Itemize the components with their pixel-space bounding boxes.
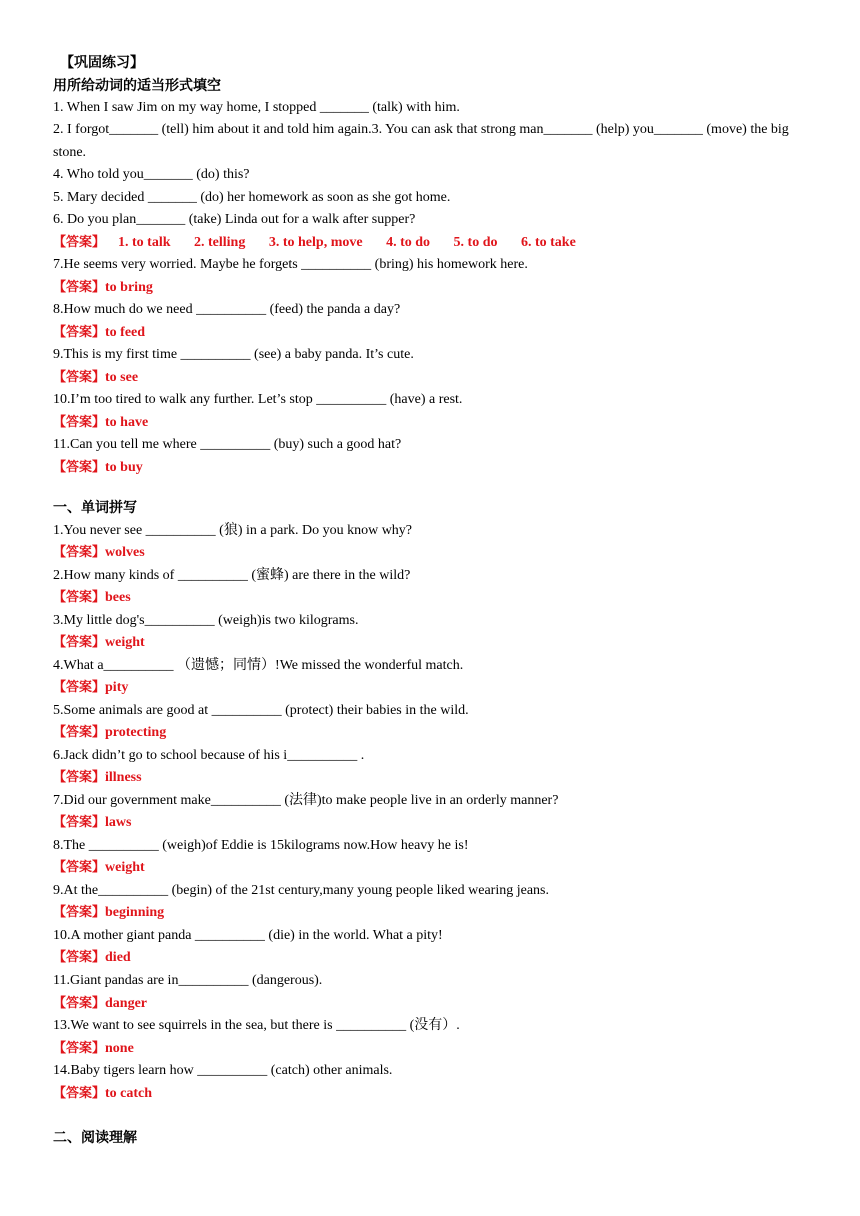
answer-text: laws — [105, 815, 132, 830]
answer-tag: 【答案】 — [53, 770, 106, 785]
answer-text: weight — [105, 635, 145, 650]
spelling-answer-6 — [53, 767, 820, 790]
question-7: 7.He seems very worried. Maybe he forgets __________ (bring) his homework here. — [53, 257, 528, 272]
answer-text: to catch — [105, 1086, 153, 1101]
spelling-answer-2 — [53, 587, 820, 610]
spelling-answer-9 — [53, 902, 820, 925]
spelling-question-9: 9.At the__________ (begin) of the 21st century,many young people liked wearing jeans. — [53, 883, 549, 898]
answer-tag: 【答案】 — [53, 680, 106, 695]
section-title-consolidate: 【巩固练习】 — [60, 55, 144, 71]
answer-tag: 【答案】 — [53, 996, 106, 1011]
answer-text: to buy — [105, 460, 143, 475]
answer-text: protecting — [105, 725, 167, 740]
answer-1: 1. to talk — [118, 235, 171, 250]
spelling-question-3: 3.My little dog's__________ (weigh)is two kilograms. — [53, 613, 359, 628]
spelling-question-10: 10.A mother giant panda __________ (die) in the world. What a pity! — [53, 928, 443, 943]
answer-tag: 【答案】 — [53, 460, 106, 475]
spelling-question-4: 4.What a__________ （遗憾；同情）!We missed the wonderful match. — [53, 658, 464, 673]
answer-text: to have — [105, 415, 149, 430]
answer-tag: 【答案】 — [53, 325, 106, 340]
spelling-question-5: 5.Some animals are good at __________ (protect) their babies in the wild. — [53, 703, 469, 718]
answer-tag: 【答案】 — [53, 415, 106, 430]
spelling-answer-8 — [53, 857, 820, 880]
spelling-answer-14 — [53, 1083, 820, 1106]
answer-text: none — [105, 1041, 134, 1056]
answer-tag: 【答案】 — [53, 725, 106, 740]
answer-6: 6. to take — [520, 235, 576, 250]
answer-tag: 【答案】 — [53, 815, 106, 830]
section-title-spelling: 一、单词拼写 — [53, 500, 137, 516]
section-title-reading: 二、阅读理解 — [53, 1130, 137, 1146]
spelling-answer-10 — [53, 947, 820, 970]
spelling-question-6: 6.Jack didn’t go to school because of his i__________ . — [53, 748, 365, 763]
question-2-3: 2. I forgot_______ (tell) him about it and told him again.3. You can ask that strong man_______ (help) you_______ (move) the big stone. — [53, 122, 789, 160]
answer-tag: 【答案】 — [53, 635, 106, 650]
answer-9 — [53, 367, 820, 390]
answer-4: 4. to do — [386, 235, 431, 250]
answer-text: illness — [105, 770, 142, 785]
answer-text: wolves — [105, 545, 145, 560]
question-8: 8.How much do we need __________ (feed) the panda a day? — [53, 302, 401, 317]
answer-text: to see — [105, 370, 139, 385]
answer-11 — [53, 457, 820, 480]
answer-7 — [53, 277, 820, 300]
answer-text: beginning — [105, 905, 165, 920]
spelling-answer-4 — [53, 677, 820, 700]
answer-text: died — [105, 950, 131, 965]
spelling-question-11: 11.Giant pandas are in__________ (dangerous). — [53, 973, 323, 988]
answers-1-6 — [53, 232, 820, 255]
answer-8 — [53, 322, 820, 345]
answer-tag: 【答案】 — [53, 235, 106, 250]
spelling-question-1: 1.You never see __________ (狼) in a park. Do you know why? — [53, 523, 413, 538]
answer-2: 2. telling — [194, 235, 246, 250]
answer-tag: 【答案】 — [53, 1041, 106, 1056]
spelling-question-7: 7.Did our government make__________ (法律)to make people live in an orderly manner? — [53, 793, 559, 808]
answer-tag: 【答案】 — [53, 860, 106, 875]
answer-text: bees — [105, 590, 131, 605]
answer-text: danger — [105, 996, 148, 1011]
question-9: 9.This is my first time __________ (see) a baby panda. It’s cute. — [53, 347, 414, 362]
spelling-answer-3 — [53, 632, 820, 655]
answer-text: weight — [105, 860, 145, 875]
answer-tag: 【答案】 — [53, 590, 106, 605]
answer-3: 3. to help, move — [268, 235, 363, 250]
spelling-answer-5 — [53, 722, 820, 745]
spelling-question-14: 14.Baby tigers learn how __________ (catch) other animals. — [53, 1063, 393, 1078]
answer-5: 5. to do — [453, 235, 498, 250]
question-10: 10.I’m too tired to walk any further. Let’s stop __________ (have) a rest. — [53, 392, 463, 407]
answer-tag: 【答案】 — [53, 1086, 106, 1101]
spelling-answer-7 — [53, 812, 820, 835]
question-6: 6. Do you plan_______ (take) Linda out for a walk after supper? — [53, 212, 416, 227]
spelling-question-8: 8.The __________ (weigh)of Eddie is 15kilograms now.How heavy he is! — [53, 838, 469, 853]
answer-text: to bring — [105, 280, 153, 295]
question-1: 1. When I saw Jim on my way home, I stopped _______ (talk) with him. — [53, 100, 460, 115]
answer-tag: 【答案】 — [53, 280, 106, 295]
answer-tag: 【答案】 — [53, 950, 106, 965]
spelling-question-13: 13.We want to see squirrels in the sea, but there is __________ (没有）. — [53, 1018, 460, 1033]
answer-10 — [53, 412, 820, 435]
spelling-question-2: 2.How many kinds of __________ (蜜蜂) are there in the wild? — [53, 568, 411, 583]
answer-tag: 【答案】 — [53, 905, 106, 920]
spelling-answer-1 — [53, 542, 820, 565]
question-11: 11.Can you tell me where __________ (buy) such a good hat? — [53, 437, 402, 452]
section-instruction: 用所给动词的适当形式填空 — [53, 78, 221, 94]
question-4: 4. Who told you_______ (do) this? — [53, 167, 250, 182]
answer-tag: 【答案】 — [53, 370, 106, 385]
answer-text: pity — [105, 680, 129, 695]
spelling-answer-13 — [53, 1038, 820, 1061]
answer-text: to feed — [105, 325, 146, 340]
answer-tag: 【答案】 — [53, 545, 106, 560]
spelling-answer-11 — [53, 993, 820, 1016]
question-5: 5. Mary decided _______ (do) her homework as soon as she got home. — [53, 190, 451, 205]
